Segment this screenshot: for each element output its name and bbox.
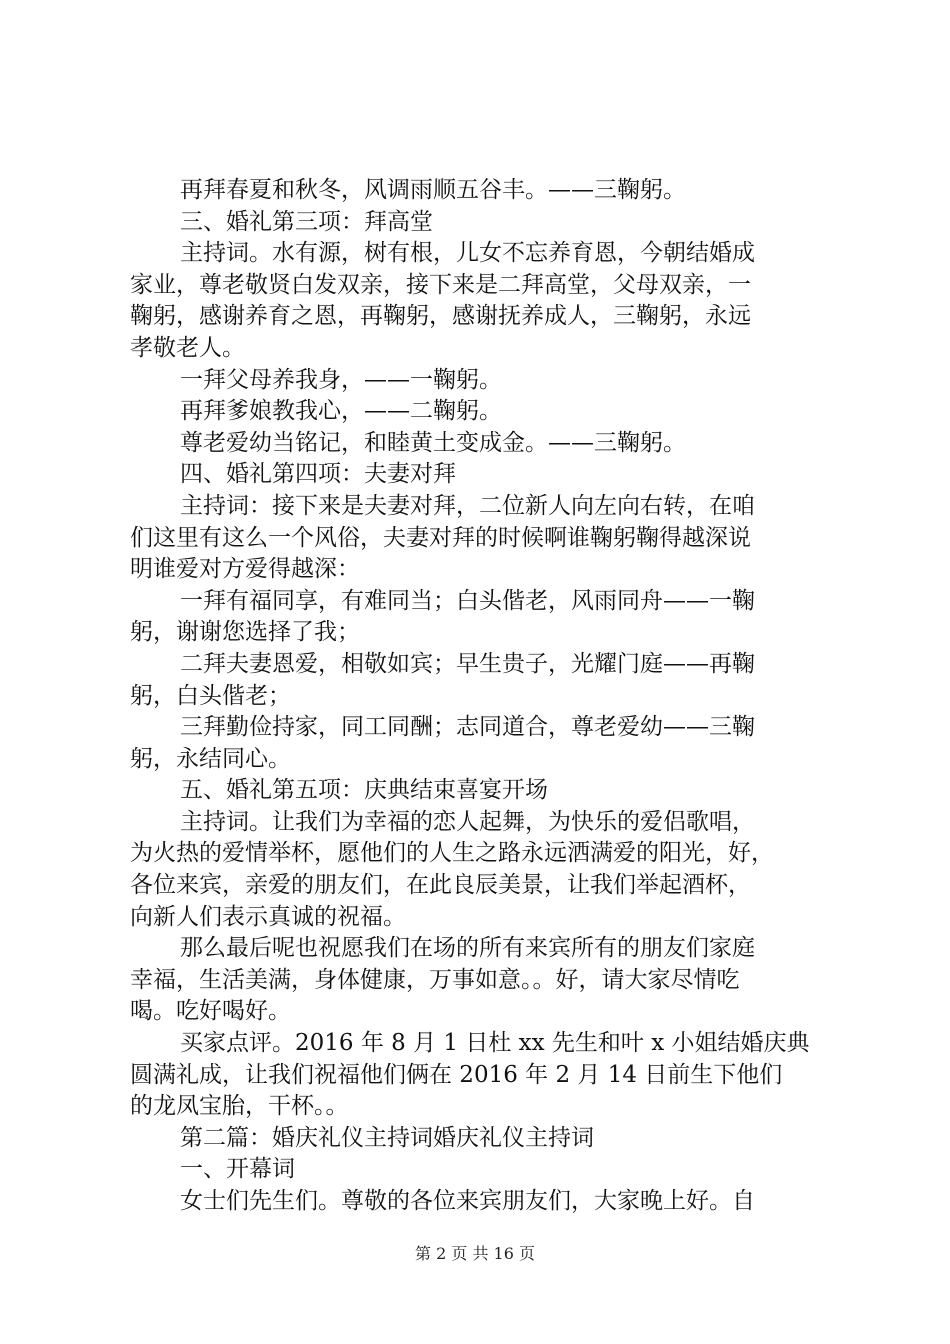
text-line: 一拜父母养我身，——一鞠躬。 xyxy=(180,366,502,393)
text-line: 再拜爹娘教我心，——二鞠躬。 xyxy=(180,398,502,425)
text-line: 四、婚礼第四项：夫妻对拜 xyxy=(180,461,456,488)
text-line: 为火热的爱情举杯，愿他们的人生之路永远洒满爱的阳光，好， xyxy=(130,840,774,867)
text-line: 再拜春夏和秋冬，风调雨顺五谷丰。——三鞠躬。 xyxy=(180,177,686,203)
text-line: 女士们先生们。尊敬的各位来宾朋友们，大家晚上好。自 xyxy=(180,1188,755,1214)
text-line: 一、开幕词 xyxy=(180,1156,295,1183)
text-line: 主持词：接下来是夫妻对拜，二位新人向左向右转，在咱 xyxy=(180,492,755,519)
text-line: 尊老爱幼当铭记，和睦黄土变成金。——三鞠躬。 xyxy=(180,429,686,456)
text-line: 五、婚礼第五项：庆典结束喜宴开场 xyxy=(180,777,548,804)
text-line: 圆满礼成，让我们祝福他们俩在 2016 年 2 月 14 日前生下他们 xyxy=(130,1061,783,1088)
text-line: 二拜夫妻恩爱，相敬如宾；早生贵子，光耀门庭——再鞠 xyxy=(180,650,755,677)
text-line: 一拜有福同享，有难同当；白头偕老，风雨同舟——一鞠 xyxy=(180,587,755,614)
text-line: 孝敬老人。 xyxy=(130,334,245,361)
text-line: 躬，谢谢您选择了我； xyxy=(130,619,360,646)
text-line: 明谁爱对方爱得越深： xyxy=(130,556,360,583)
page-footer: 第 2 页 共 16 页 xyxy=(415,1244,535,1263)
text-line: 喝。吃好喝好。 xyxy=(130,998,291,1025)
text-line: 幸福，生活美满，身体健康，万事如意。。好，请大家尽情吃 xyxy=(130,966,740,993)
text-line: 第二篇：婚庆礼仪主持词婚庆礼仪主持词 xyxy=(180,1124,594,1151)
text-line: 鞠躬，感谢养育之恩，再鞠躬，感谢抚养成人，三鞠躬，永远 xyxy=(130,303,751,330)
text-line: 主持词。水有源，树有根，儿女不忘养育恩，今朝结婚成 xyxy=(180,240,755,267)
text-line: 家业，尊老敬贤白发双亲，接下来是二拜高堂，父母双亲，一 xyxy=(130,271,751,298)
text-line: 各位来宾，亲爱的朋友们，在此良辰美景，让我们举起酒杯， xyxy=(130,872,751,899)
text-line: 主持词。让我们为幸福的恋人起舞，为快乐的爱侣歌唱， xyxy=(180,808,755,835)
text-line: 三拜勤俭持家，同工同酬；志同道合，尊老爱幼——三鞠 xyxy=(180,714,755,741)
text-line: 们这里有这么一个风俗，夫妻对拜的时候啊谁鞠躬鞠得越深说 xyxy=(130,524,751,551)
text-line: 买家点评。2016 年 8 月 1 日杜 xx 先生和叶 x 小姐结婚庆典 xyxy=(180,1030,810,1057)
text-line: 躬，永结同心。 xyxy=(130,745,291,772)
text-line: 躬，白头偕老； xyxy=(130,682,291,709)
text-line: 三、婚礼第三项：拜高堂 xyxy=(180,208,433,235)
text-line: 那么最后呢也祝愿我们在场的所有来宾所有的朋友们家庭 xyxy=(180,935,755,962)
text-line: 的龙凤宝胎，干杯。。 xyxy=(130,1093,349,1120)
document-body xyxy=(130,175,830,1218)
text-line: 向新人们表示真诚的祝福。 xyxy=(130,903,406,930)
